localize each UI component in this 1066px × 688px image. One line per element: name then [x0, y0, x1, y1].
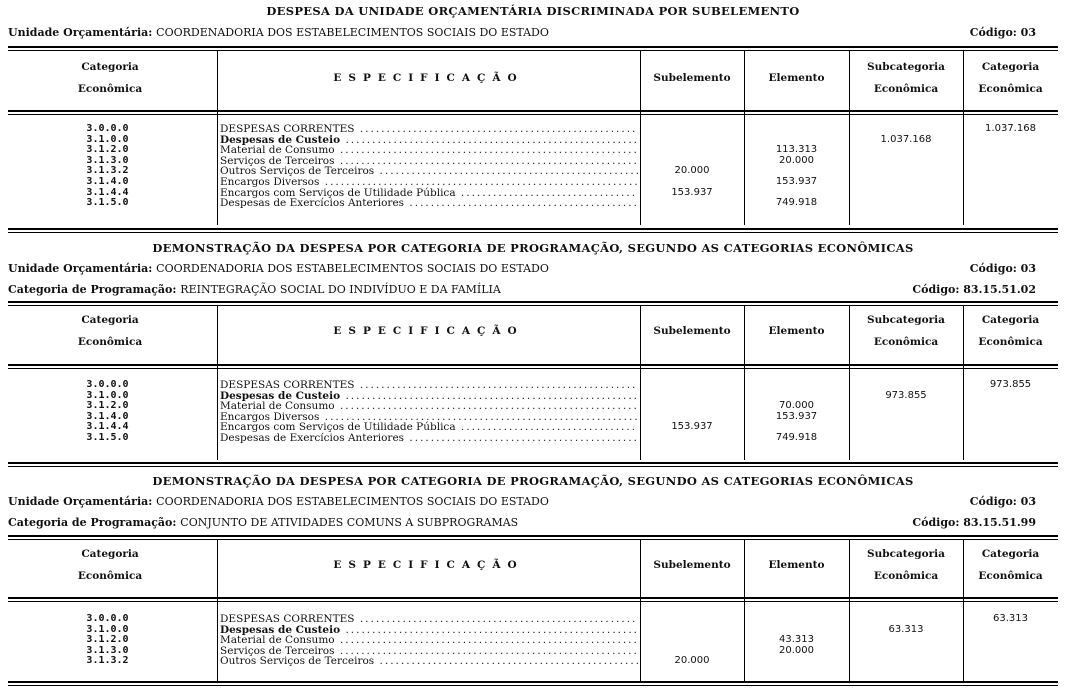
codigo-unidade: Código: 03: [969, 262, 1036, 275]
header-especificacao: ESPECIFICAÇÃO: [333, 72, 524, 84]
category-code: 3.0.0.0: [86, 123, 129, 134]
header-subcategoria: Subcategoria: [867, 314, 945, 326]
specification-item: DESPESAS CORRENTES .....: [220, 380, 638, 391]
header-economica-right: Econômica: [978, 336, 1043, 348]
section-title: DEMONSTRAÇÃO DA DESPESA POR CATEGORIA DE PROGRAMAÇÃO, SEGUNDO AS CATEGORIAS ECONÔMICAS: [152, 241, 914, 255]
codigo-programacao: Código: 83.15.51.02: [912, 283, 1036, 296]
category-codes: [60, 614, 155, 667]
header-subcategoria-economica: Econômica: [873, 336, 939, 348]
elemento-value: 749.918: [775, 197, 818, 209]
elemento-value: 749.918: [775, 432, 818, 443]
header-especificacao: ESPECIFICAÇÃO: [333, 325, 524, 337]
categoria-value: 63.313: [993, 613, 1028, 624]
specification-item: Encargos Diversos .....: [220, 177, 638, 188]
header-top-rule: [8, 46, 1058, 51]
category-code: 3.1.4.4: [86, 186, 129, 198]
specification-item: Serviços de Terceiros .....: [220, 156, 638, 167]
elemento-value: 20.000: [779, 644, 814, 656]
header-economica-right: Econômica: [978, 83, 1043, 95]
specification-item: Despesas de Custeio .....: [220, 391, 638, 402]
unidade-value: COORDENADORIA DOS ESTABELECIMENTOS SOCIAIS DO ESTADO: [156, 26, 549, 39]
header-economica: Econômica: [77, 570, 143, 582]
codigo-unidade: Código: 03: [969, 495, 1036, 508]
header-categoria-right: Categoria: [981, 548, 1040, 560]
specification-item: Outros Serviços de Terceiros .....: [220, 656, 638, 667]
header-bottom-rule: [8, 110, 1058, 115]
category-code: 3.0.0.0: [86, 379, 129, 390]
header-subcategoria: Subcategoria: [867, 61, 945, 73]
category-code: 3.1.0.0: [86, 623, 129, 635]
header-elemento: Elemento: [768, 72, 825, 84]
header-especificacao: ESPECIFICAÇÃO: [333, 559, 524, 571]
subelemento-value: 153.937: [671, 186, 713, 198]
category-code: 3.1.4.0: [86, 175, 129, 187]
table-bottom-rule: [8, 681, 1058, 686]
specification-item: Encargos Diversos .....: [220, 412, 638, 423]
programacao-value: CONJUNTO DE ATIVIDADES COMUNS A SUBPROGRAMAS: [180, 516, 519, 529]
elemento-value: 70.000: [779, 400, 814, 412]
subelemento-value: 20.000: [674, 655, 710, 667]
unidade-value: COORDENADORIA DOS ESTABELECIMENTOS SOCIAIS DO ESTADO: [156, 262, 549, 275]
specification-item: DESPESAS CORRENTES .....: [220, 124, 638, 135]
unidade-label: Unidade Orçamentária:: [8, 26, 157, 39]
elemento-value: 153.937: [775, 410, 818, 422]
unidade-orcamentaria: [8, 495, 549, 508]
category-code: 3.1.3.0: [86, 644, 129, 656]
subcategoria-value: 63.313: [888, 623, 924, 635]
header-subelemento: Subelemento: [653, 325, 731, 337]
header-subelemento: Subelemento: [653, 72, 731, 84]
specification-list: [220, 124, 638, 209]
category-code: 3.1.3.2: [86, 655, 129, 667]
elemento-value: 43.313: [779, 634, 814, 646]
specification-item: Serviços de Terceiros .....: [220, 646, 638, 657]
header-economica: Econômica: [77, 83, 143, 95]
programacao-value: REINTEGRAÇÃO SOCIAL DO INDIVÍDUO E DA FAMÍLIA: [180, 283, 501, 296]
header-economica-right: Econômica: [978, 570, 1043, 582]
category-code: 3.1.2.0: [86, 144, 129, 156]
header-top-rule: [8, 301, 1058, 306]
specification-list: [220, 380, 638, 444]
header-top-rule: [8, 535, 1058, 540]
header-subelemento: Subelemento: [653, 559, 731, 571]
specification-item: Despesas de Exercícios Anteriores .....: [220, 198, 638, 209]
header-categoria: Categoria: [81, 548, 139, 560]
specification-item: Outros Serviços de Terceiros .....: [220, 166, 638, 177]
header-bottom-rule: [8, 364, 1058, 369]
codigo-unidade: Código: 03: [969, 26, 1036, 39]
header-categoria-right: Categoria: [981, 314, 1040, 326]
subcategoria-value: 1.037.168: [880, 133, 932, 145]
elemento-value: 20.000: [779, 154, 814, 166]
specification-item: Despesas de Custeio .....: [220, 135, 638, 146]
elemento-value: 113.313: [775, 144, 818, 156]
specification-item: DESPESAS CORRENTES .....: [220, 614, 638, 625]
table-bottom-rule: [8, 228, 1058, 233]
category-code: 3.1.3.0: [86, 154, 129, 166]
elemento-value: 153.937: [775, 176, 818, 187]
specification-item: Material de Consumo .....: [220, 401, 638, 412]
category-code: 3.0.0.0: [86, 613, 129, 624]
subelemento-value: 153.937: [671, 421, 713, 433]
codigo-programacao: Código: 83.15.51.99: [912, 516, 1036, 529]
categoria-value: 973.855: [989, 379, 1032, 390]
header-elemento: Elemento: [768, 325, 825, 337]
category-codes: [60, 380, 155, 444]
categoria-value: 1.037.168: [985, 123, 1036, 134]
unidade-orcamentaria: [8, 26, 549, 39]
specification-item: Material de Consumo .....: [220, 145, 638, 156]
section-title: DEMONSTRAÇÃO DA DESPESA POR CATEGORIA DE PROGRAMAÇÃO, SEGUNDO AS CATEGORIAS ECONÔMICAS: [152, 474, 914, 488]
header-bottom-rule: [8, 597, 1058, 602]
header-categoria: Categoria: [81, 314, 139, 326]
category-code: 3.1.2.0: [86, 400, 129, 412]
specification-item: Encargos com Serviços de Utilidade Pública .....: [220, 188, 638, 199]
header-economica: Econômica: [77, 336, 143, 348]
programacao-label: Categoria de Programação:: [8, 516, 181, 529]
specification-item: Material de Consumo .....: [220, 635, 638, 646]
category-code: 3.1.0.0: [86, 133, 129, 145]
section-title: DESPESA DA UNIDADE ORÇAMENTÁRIA DISCRIMINADA POR SUBELEMENTO: [266, 4, 800, 18]
unidade-value: COORDENADORIA DOS ESTABELECIMENTOS SOCIAIS DO ESTADO: [156, 495, 549, 508]
category-code: 3.1.0.0: [86, 389, 129, 401]
categoria-programacao: [8, 516, 518, 529]
unidade-label: Unidade Orçamentária:: [8, 262, 157, 275]
category-code: 3.1.4.4: [86, 421, 129, 433]
header-elemento: Elemento: [768, 559, 825, 571]
programacao-label: Categoria de Programação:: [8, 283, 181, 296]
header-subcategoria: Subcategoria: [867, 548, 945, 560]
specification-item: Encargos com Serviços de Utilidade Pública .....: [220, 422, 638, 433]
subcategoria-value: 973.855: [885, 389, 927, 401]
category-code: 3.1.4.0: [86, 410, 129, 422]
header-subcategoria-economica: Econômica: [873, 83, 939, 95]
header-categoria: Categoria: [81, 61, 139, 73]
subelemento-value: 20.000: [674, 165, 710, 177]
category-code: 3.1.5.0: [86, 197, 129, 209]
header-categoria-right: Categoria: [981, 61, 1040, 73]
unidade-orcamentaria: [8, 262, 549, 275]
category-code: 3.1.5.0: [86, 431, 129, 443]
unidade-label: Unidade Orçamentária:: [8, 495, 157, 508]
category-codes: [60, 124, 155, 209]
specification-item: Despesas de Exercícios Anteriores .....: [220, 433, 638, 444]
specification-list: [220, 614, 638, 667]
category-code: 3.1.2.0: [86, 634, 129, 646]
table-bottom-rule: [8, 462, 1058, 467]
specification-item: Despesas de Custeio .....: [220, 625, 638, 636]
header-subcategoria-economica: Econômica: [873, 570, 939, 582]
category-code: 3.1.3.2: [86, 165, 129, 177]
categoria-programacao: [8, 283, 501, 296]
